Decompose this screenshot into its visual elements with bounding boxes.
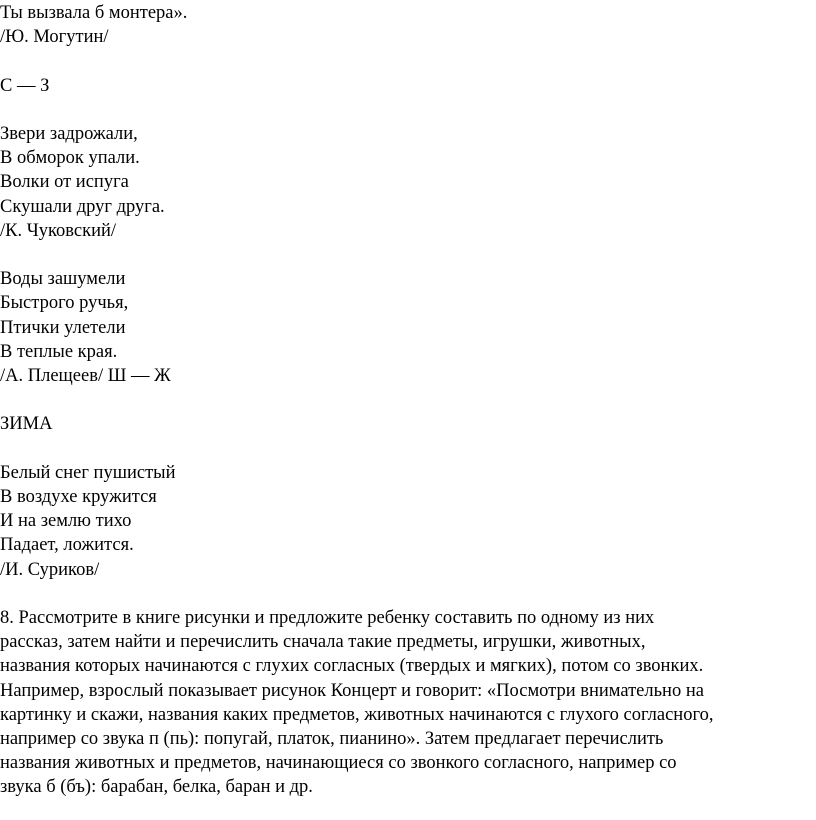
poem-chukovsky (0, 122, 816, 243)
paragraph-line: картинку и скажи, названия каких предметов, животных начинаются с глухого согласного, (0, 704, 714, 725)
paragraph-line: названия животных и предметов, начинающиеся со звонкого согласного, например со (0, 753, 677, 774)
poem-title-zima (0, 412, 816, 436)
poem-pleshcheev (0, 267, 816, 388)
poem-author: /К. Чуковский/ (0, 220, 117, 241)
poem-author: /Ю. Могутин/ (0, 27, 109, 48)
paragraph-line: звука б (бъ): барабан, белка, баран и др. (0, 777, 313, 798)
poem-line: И на землю тихо (0, 511, 132, 532)
poem-author: /А. Плещеев/ Ш — Ж (0, 366, 171, 386)
poem-surikov (0, 461, 816, 582)
poem-line: В воздухе кружится (0, 486, 157, 507)
exercise-8-paragraph (0, 606, 816, 800)
poem-line: Падает, ложится. (0, 535, 134, 556)
poem-line: Ты вызвала б монтера». (0, 3, 188, 23)
poem-line: В теплые края. (0, 341, 118, 362)
paragraph-line: Например, взрослый показывает рисунок Концерт и говорит: «Посмотри внимательно на (0, 680, 704, 701)
poem-ending-mogutin (0, 1, 816, 49)
blank-line (0, 49, 816, 73)
poem-line: Волки от испуга (0, 172, 129, 193)
poem-line: В обморок упали. (0, 148, 140, 169)
blank-line (0, 582, 816, 606)
paragraph-line: 8. Рассмотрите в книге рисунки и предложите ребенку составить по одному из них (0, 607, 655, 628)
sound-pair-heading-s-z (0, 74, 816, 98)
poem-line: Скушали друг друга. (0, 196, 165, 217)
poem-line: Белый снег пушистый (0, 462, 176, 483)
poem-line: Быстрого ручья, (0, 293, 129, 314)
poem-author: /И. Суриков/ (0, 559, 100, 580)
poem-line: Воды зашумели (0, 269, 126, 290)
poem-line: Птички улетели (0, 317, 126, 338)
blank-line (0, 388, 816, 412)
poem-title: ЗИМА (0, 414, 53, 435)
blank-line (0, 243, 816, 267)
paragraph-line: названия которых начинаются с глухих согласных (твердых и мягких), потом со звонких. (0, 656, 704, 677)
poem-line: Звери задрожали, (0, 123, 138, 144)
paragraph-line: например со звука п (пь): попугай, платок, пианино». Затем предлагает перечислить (0, 729, 664, 749)
paragraph-line: рассказ, затем найти и перечислить сначала такие предметы, игрушки, животных, (0, 632, 646, 653)
blank-line (0, 437, 816, 461)
blank-line (0, 98, 816, 122)
section-heading: С — З (0, 75, 50, 96)
